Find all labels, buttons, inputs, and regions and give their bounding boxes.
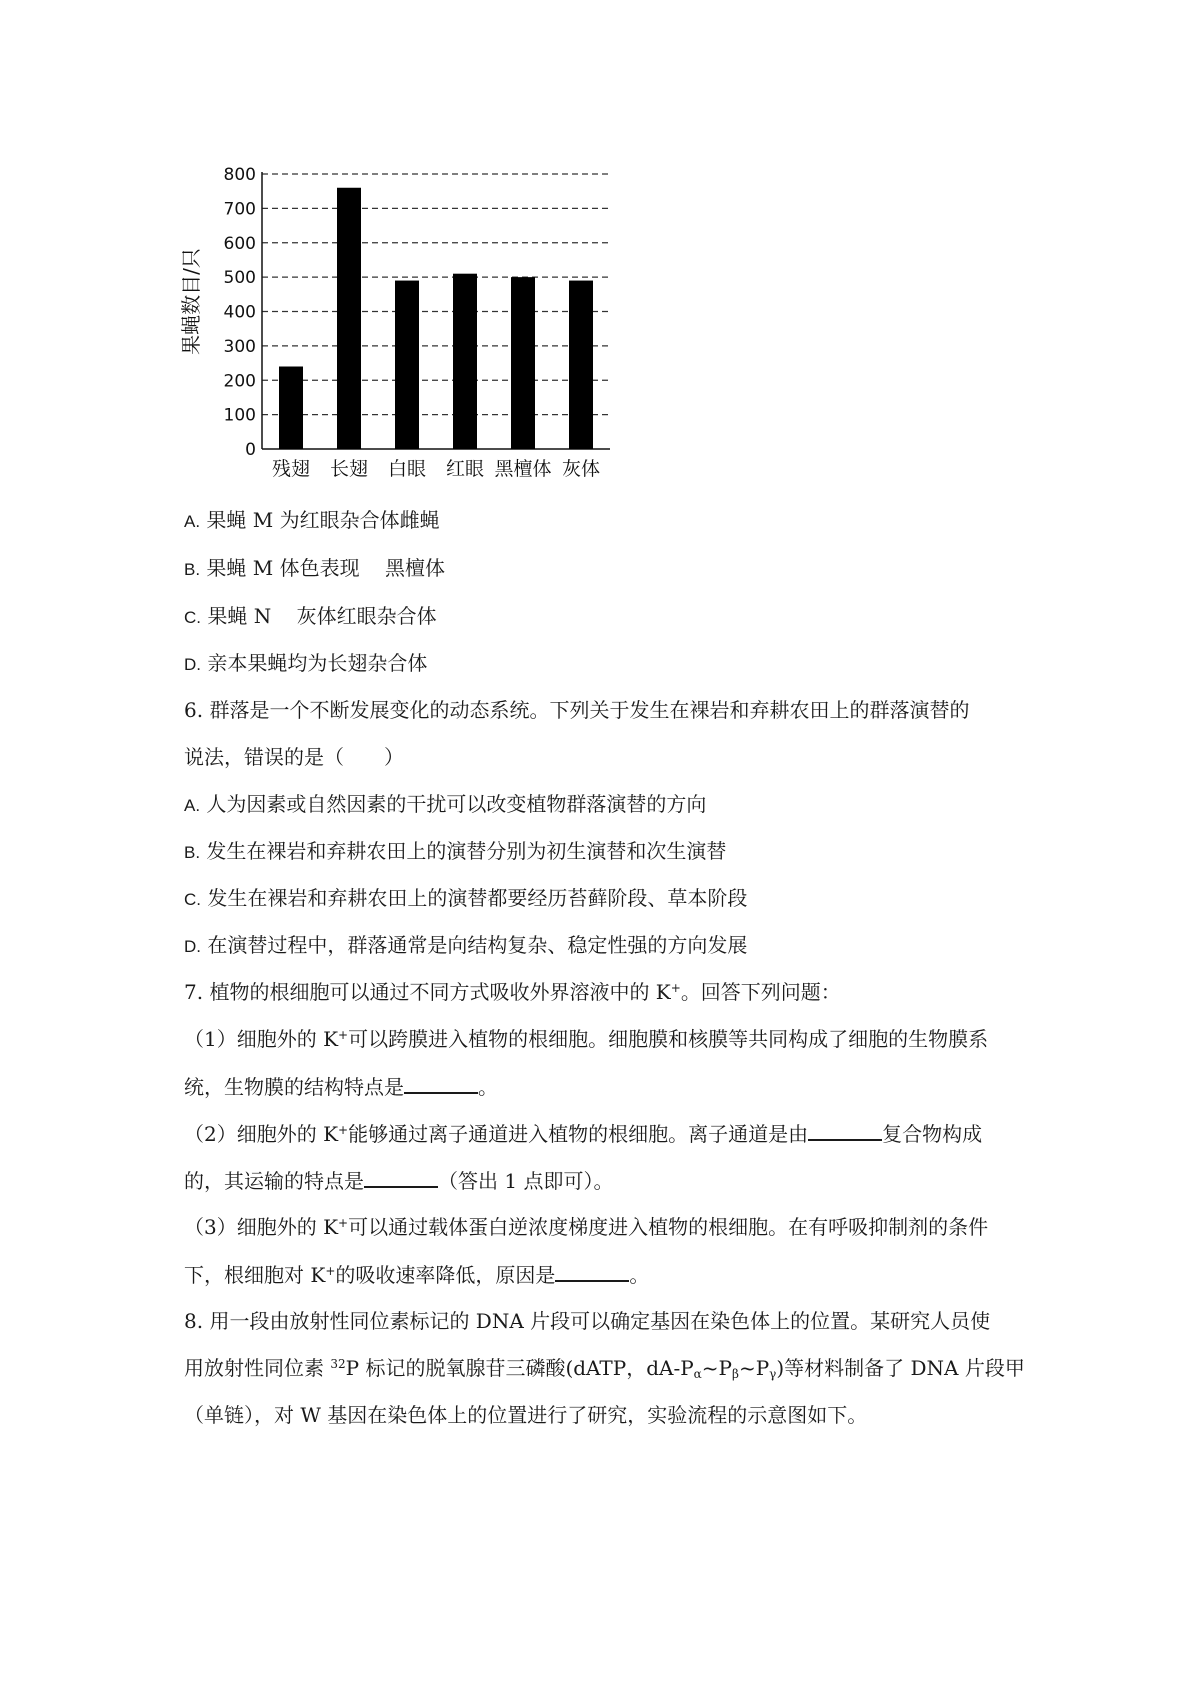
option-label: B. (184, 560, 201, 579)
q7-p1-post: 可以跨膜进入植物的根细胞。细胞膜和核膜等共同构成了细胞的生物膜系 (348, 1027, 989, 1051)
q8-line1: 8. 用一段由放射性同位素标记的 DNA 片段可以确定基因在染色体上的位置。某研究人员使 (184, 1309, 991, 1333)
q8-tilde1: ~P (701, 1356, 732, 1380)
option-label: C. (184, 890, 201, 909)
q7-p3-l2-mid: 的吸收速率降低，原因是 (335, 1263, 556, 1287)
x-tick-label: 长翅 (329, 458, 369, 480)
q8-line3: （单链），对 W 基因在染色体上的位置进行了研究，实验流程的示意图如下。 (184, 1403, 868, 1427)
q7-part2-line1 (184, 1119, 982, 1148)
q7-p3-l2-post: 。 (629, 1263, 650, 1287)
superscript-plus: + (338, 1123, 349, 1137)
q7-p3-post: 可以通过载体蛋白逆浓度梯度进入植物的根细胞。在有呼吸抑制剂的条件 (348, 1215, 989, 1239)
subscript-gamma: γ (769, 1367, 777, 1381)
q8-line2 (184, 1354, 1025, 1382)
q5-option-d (184, 649, 427, 679)
option-text: 在演替过程中，群落通常是向结构复杂、稳定性强的方向发展 (207, 933, 748, 957)
subscript-beta: β (732, 1367, 739, 1381)
chart-svg (179, 158, 626, 488)
y-tick-label: 200 (223, 371, 256, 392)
q7-p1-l2-pre: 统，生物膜的结构特点是 (184, 1075, 404, 1099)
y-tick-label: 800 (223, 165, 256, 185)
option-text: 果蝇 M 为红眼杂合体雌蝇 (206, 508, 440, 532)
option-label: D. (184, 655, 201, 674)
option-text: 发生在裸岩和弃耕农田上的演替都要经历苔藓阶段、草本阶段 (207, 886, 748, 910)
bar (395, 281, 419, 449)
superscript-plus: + (338, 1028, 349, 1042)
option-label: A. (184, 512, 201, 531)
option-label: C. (184, 608, 201, 627)
q7-stem-post: 。回答下列问题： (680, 980, 841, 1004)
superscript-32: 32 (330, 1357, 346, 1371)
q8-tilde2: ~P (738, 1356, 770, 1380)
q5-option-a (184, 506, 440, 536)
option-label: D. (184, 937, 201, 956)
bar (279, 367, 303, 450)
y-tick-label: 700 (223, 199, 256, 220)
option-text: 发生在裸岩和弃耕农田上的演替分别为初生演替和次生演替 (206, 839, 727, 863)
answer-blank[interactable] (364, 1166, 438, 1188)
q8-l2-post: )等材料制备了 DNA 片段甲 (776, 1356, 1025, 1380)
q7-p2-l2-pre: 的，其运输的特点是 (184, 1169, 364, 1193)
q7-p3-pre: （3）细胞外的 K (184, 1215, 339, 1239)
bar (569, 281, 593, 449)
q7-p2-post: 复合物构成 (882, 1122, 983, 1146)
q7-p2-pre: （2）细胞外的 K (184, 1122, 339, 1146)
option-label: B. (184, 843, 201, 862)
q7-p1-pre: （1）细胞外的 K (184, 1027, 339, 1051)
option-text: 亲本果蝇均为长翅杂合体 (207, 651, 428, 675)
y-tick-label: 100 (223, 405, 256, 426)
q7-p1-l2-post: 。 (478, 1075, 498, 1099)
bar (511, 277, 535, 449)
q7-p2-l2-post: （答出 1 点即可）。 (438, 1169, 614, 1193)
q6-option-d (184, 931, 747, 961)
superscript-plus: + (338, 1216, 349, 1230)
option-text: 果蝇 N 灰体红眼杂合体 (207, 604, 437, 628)
x-tick-label: 残翅 (271, 458, 311, 480)
q6-option-a (184, 790, 706, 820)
y-axis-label: 果蝇数目/只 (179, 248, 203, 355)
q6-stem-line2: 说法，错误的是（ ） (184, 745, 404, 769)
y-tick-label: 400 (223, 302, 256, 323)
q7-p3-l2-pre: 下，根细胞对 K (184, 1263, 326, 1287)
bar (337, 188, 361, 449)
answer-blank[interactable] (404, 1072, 478, 1094)
q8-l2-pre: 用放射性同位素 (184, 1356, 331, 1380)
q7-part2-line2 (184, 1166, 613, 1195)
q5-option-b (184, 554, 445, 584)
option-label: A. (184, 796, 201, 815)
q7-part1-line2 (184, 1072, 498, 1101)
q5-option-c (184, 602, 437, 632)
bar (453, 274, 477, 449)
q6-option-b (184, 837, 726, 867)
x-tick-label: 红眼 (445, 458, 485, 480)
q6-stem-line1: 6. 群落是一个不断发展变化的动态系统。下列关于发生在裸岩和弃耕农田上的群落演替的 (184, 698, 970, 722)
answer-blank[interactable] (555, 1260, 629, 1282)
q7-stem-pre: 7. 植物的根细胞可以通过不同方式吸收外界溶液中的 K (184, 980, 671, 1004)
y-tick-label: 300 (223, 336, 256, 357)
answer-blank[interactable] (808, 1119, 882, 1141)
x-tick-label: 白眼 (387, 458, 427, 480)
q7-part3-line2 (184, 1260, 649, 1289)
q7-part3-line1 (184, 1213, 988, 1241)
bar-chart (179, 158, 626, 488)
x-tick-label: 灰体 (561, 458, 601, 480)
q6-option-c (184, 884, 747, 914)
q8-l2-a: P 标记的脱氧腺苷三磷酸(dATP，dA-P (345, 1356, 694, 1380)
q7-part1-line1 (184, 1025, 988, 1053)
y-tick-label: 500 (223, 268, 256, 289)
q7-stem (184, 978, 841, 1006)
option-text: 果蝇 M 体色表现 黑檀体 (206, 556, 446, 580)
subscript-alpha: α (693, 1367, 702, 1381)
q7-p2-mid: 能够通过离子通道进入植物的根细胞。离子通道是由 (348, 1122, 809, 1146)
x-tick-label: 黑檀体 (494, 458, 552, 480)
y-tick-label: 600 (223, 233, 256, 254)
y-tick-label: 0 (245, 440, 256, 460)
superscript-plus: + (325, 1264, 336, 1278)
option-text: 人为因素或自然因素的干扰可以改变植物群落演替的方向 (206, 792, 707, 816)
superscript-plus: + (670, 981, 681, 995)
